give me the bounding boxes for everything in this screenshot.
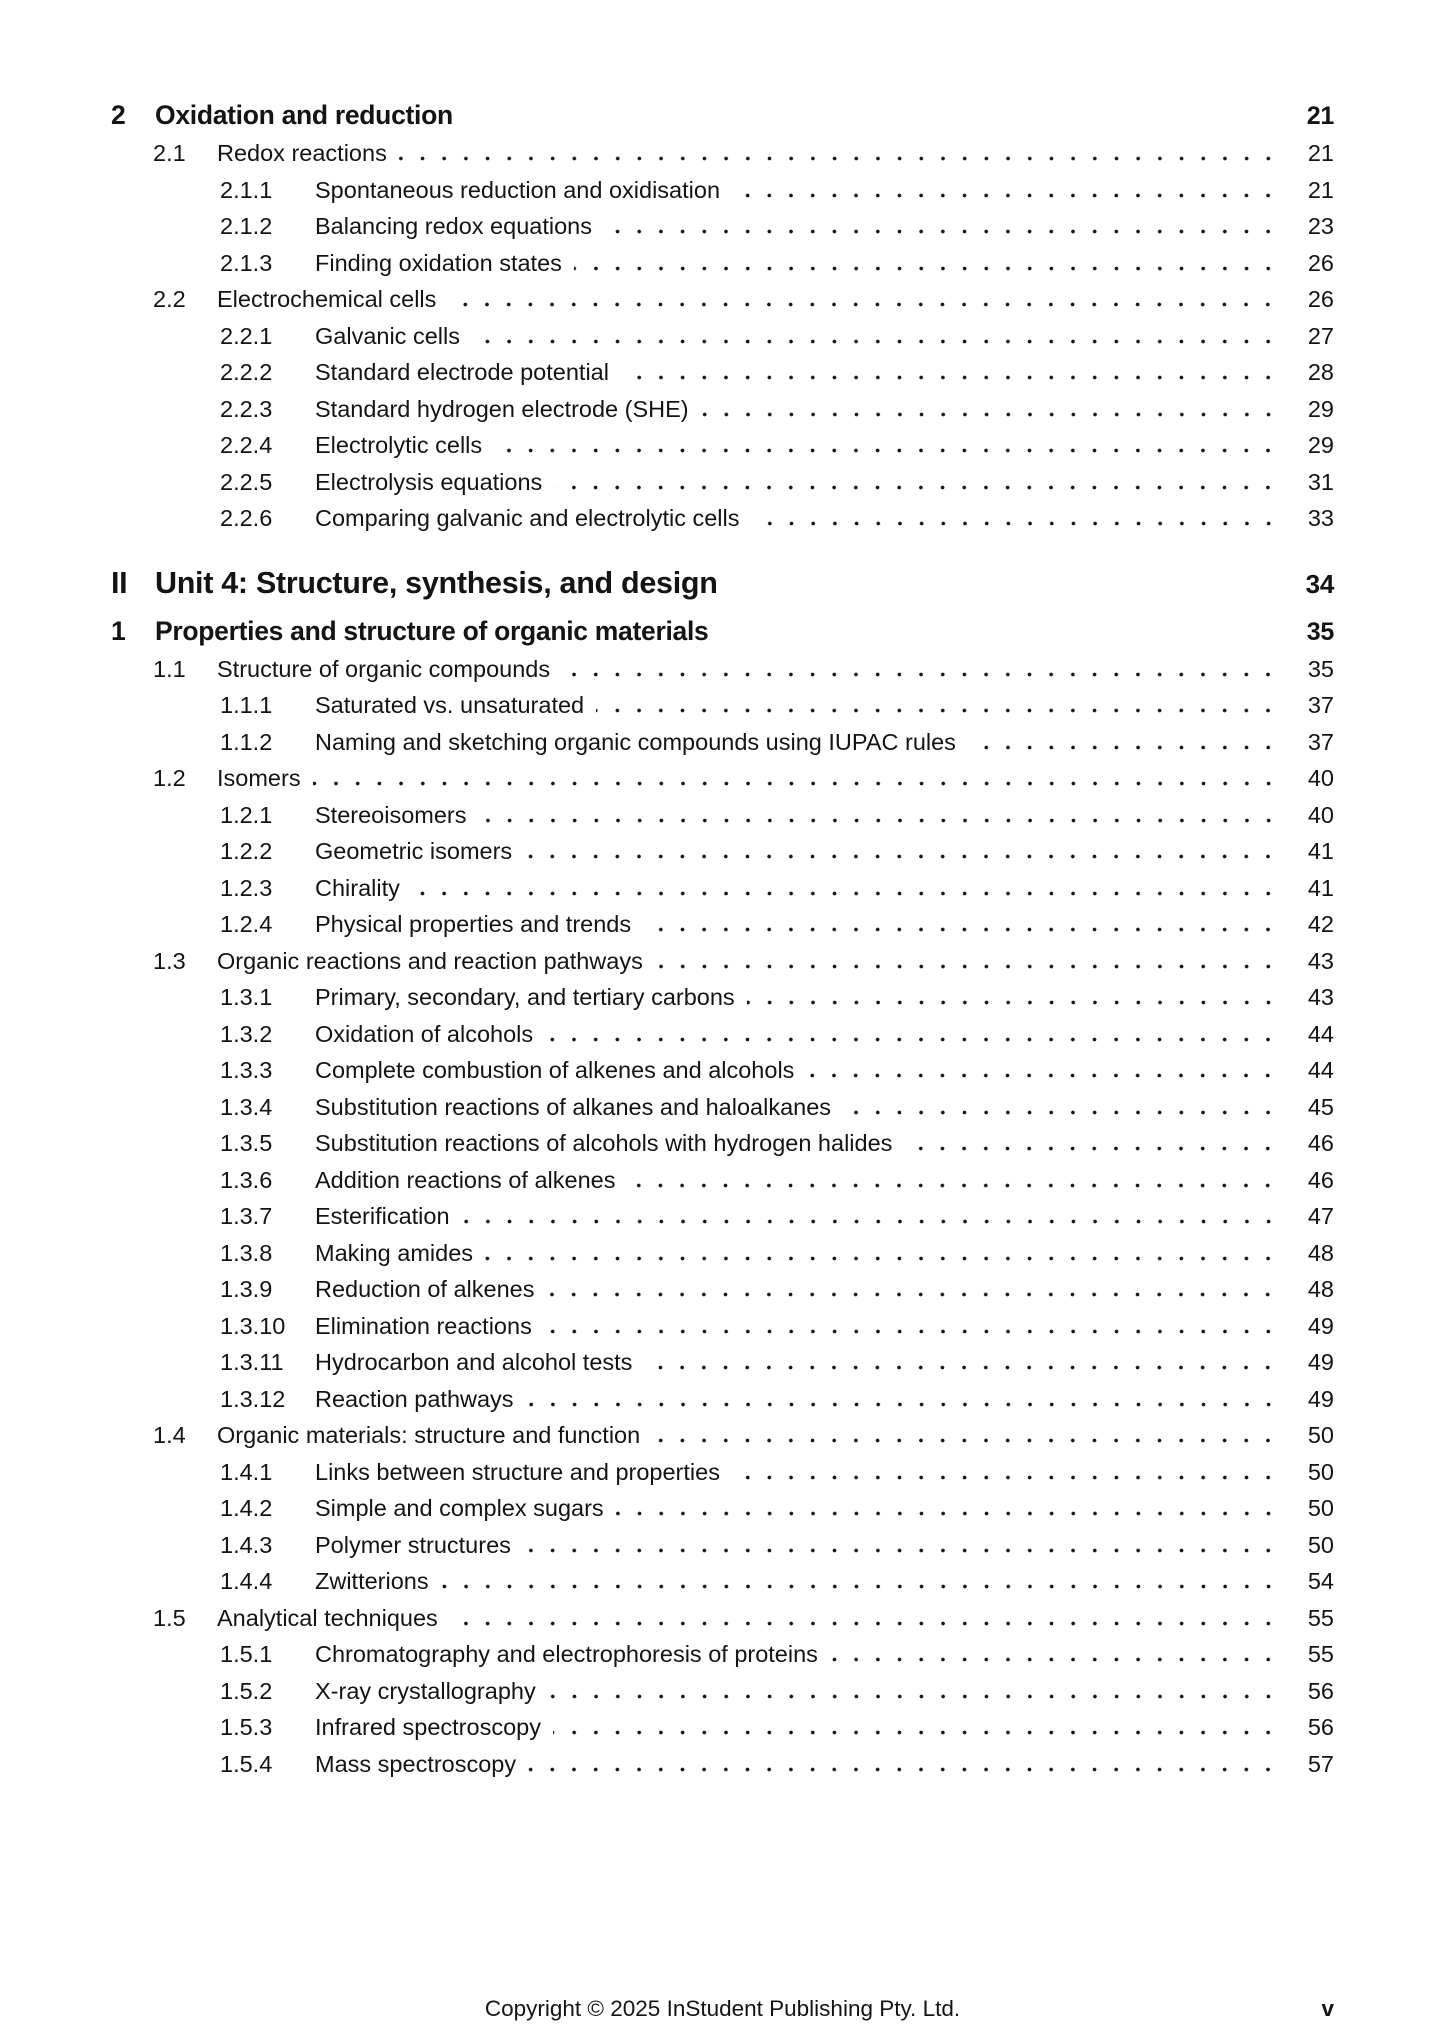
entry-number: 1.3.11 (220, 1349, 284, 1375)
entry-page-number: 37 (1307, 692, 1334, 718)
toc-part-heading-row (111, 559, 1334, 607)
entry-title: Naming and sketching organic compounds using IUPAC rules (315, 728, 956, 755)
entry-number: 2.1.1 (220, 176, 273, 203)
entry-title: Finding oxidation states (315, 249, 562, 276)
heading-title: Unit 4: Structure, synthesis, and design (155, 565, 718, 600)
entry-title: Analytical techniques (217, 1604, 438, 1631)
entry-number: 2.1 (153, 140, 186, 166)
dot-leader (528, 1767, 1279, 1772)
entry-title: Complete combustion of alkenes and alcohols (315, 1057, 795, 1083)
toc-entry-row (111, 318, 1334, 355)
entry-title: Organic reactions and reaction pathways (217, 947, 643, 974)
toc-entry-row (111, 172, 1334, 209)
toc-entry-row (111, 1052, 1334, 1089)
toc-chapter-heading-row (111, 611, 1334, 651)
entry-number: 2.2.1 (220, 322, 273, 349)
entry-title: Substitution reactions of alcohols with hydrogen halides (315, 1130, 893, 1156)
entry-page-number: 44 (1307, 1057, 1334, 1083)
dot-leader (701, 412, 1279, 417)
entry-title: Addition reactions of alkenes (315, 1166, 616, 1193)
entry-page-number: 45 (1307, 1093, 1334, 1120)
entry-number: 1.3.12 (220, 1385, 286, 1412)
dot-leader (616, 1511, 1279, 1516)
dot-leader (441, 1584, 1279, 1589)
entry-page-number: 31 (1307, 468, 1334, 495)
entry-number: 1.1 (153, 655, 186, 682)
heading-number: 2 (111, 100, 126, 130)
dot-leader (830, 1657, 1279, 1662)
entry-page-number: 43 (1307, 984, 1334, 1010)
entry-number: 1.2.1 (220, 801, 273, 828)
entry-page-number: 54 (1307, 1568, 1334, 1594)
entry-title: Chirality (315, 874, 400, 901)
entry-page-number: 35 (1307, 655, 1334, 682)
toc-entry-row (111, 1673, 1334, 1710)
toc-entry-row (111, 354, 1334, 391)
heading-page-number: 34 (1305, 568, 1334, 599)
entry-number: 2.1.2 (220, 213, 273, 239)
toc-entry-row (111, 427, 1334, 464)
entry-title: Esterification (315, 1203, 450, 1229)
toc-entry-row (111, 724, 1334, 761)
dot-leader (752, 521, 1279, 526)
dot-leader (546, 1292, 1279, 1297)
entry-page-number: 44 (1307, 1020, 1334, 1047)
entry-title: Primary, secondary, and tertiary carbons (315, 984, 735, 1010)
dot-leader (553, 1730, 1279, 1735)
entry-title: Isomers (217, 765, 301, 791)
entry-title: Electrolytic cells (315, 432, 483, 458)
entry-page-number: 49 (1307, 1385, 1334, 1412)
entry-page-number: 49 (1307, 1349, 1334, 1375)
entry-title: Mass spectroscopy (315, 1750, 517, 1777)
toc-entry-row (111, 1563, 1334, 1600)
dot-leader (462, 1219, 1279, 1224)
entry-number: 1.5 (153, 1604, 186, 1631)
entry-number: 2.2.6 (220, 505, 273, 531)
entry-number: 1.3.1 (220, 984, 273, 1010)
entry-page-number: 43 (1307, 947, 1334, 974)
dot-leader (399, 156, 1279, 161)
dot-leader (596, 708, 1279, 713)
entry-number: 1.2.4 (220, 911, 273, 937)
entry-number: 1.3.9 (220, 1276, 273, 1302)
entry-title: Spontaneous reduction and oxidisation (315, 176, 721, 203)
toc-entry-row (111, 391, 1334, 428)
dot-leader (604, 229, 1279, 234)
entry-page-number: 50 (1307, 1531, 1334, 1558)
entry-title: Oxidation of alcohols (315, 1020, 534, 1047)
entry-number: 1.5.4 (220, 1750, 273, 1777)
toc-entry-row (111, 281, 1334, 318)
entry-title: Organic materials: structure and function (217, 1422, 641, 1448)
entry-title: Links between structure and properties (315, 1458, 720, 1485)
dot-leader (574, 266, 1279, 271)
entry-page-number: 57 (1307, 1750, 1334, 1777)
entry-page-number: 42 (1307, 911, 1334, 937)
entry-title: Simple and complex sugars (315, 1495, 604, 1521)
entry-number: 1.3.6 (220, 1166, 273, 1193)
dot-leader (652, 1438, 1279, 1443)
entry-page-number: 33 (1307, 505, 1334, 531)
entry-title: Galvanic cells (315, 322, 460, 349)
dot-leader (412, 891, 1279, 896)
entry-page-number: 26 (1307, 249, 1334, 276)
dot-leader (747, 1000, 1279, 1005)
dot-leader (655, 964, 1279, 969)
entry-number: 2.2.5 (220, 468, 273, 495)
entry-page-number: 47 (1307, 1203, 1334, 1229)
entry-number: 1.3.4 (220, 1093, 273, 1120)
dot-leader (450, 1621, 1279, 1626)
entry-title: Comparing galvanic and electrolytic cells (315, 505, 740, 531)
entry-number: 1.3.8 (220, 1239, 273, 1266)
toc-entry-row (111, 245, 1334, 282)
dot-leader (843, 1110, 1279, 1115)
entry-number: 1.4.2 (220, 1495, 273, 1521)
entry-title: Zwitterions (315, 1568, 429, 1594)
entry-number: 1.2.2 (220, 838, 273, 864)
dot-leader (643, 927, 1279, 932)
dot-leader (644, 1365, 1279, 1370)
dot-leader (544, 1329, 1279, 1334)
entry-title: Chromatography and electrophoresis of proteins (315, 1641, 818, 1667)
entry-number: 1.3.5 (220, 1130, 273, 1156)
entry-title: Structure of organic compounds (217, 655, 551, 682)
entry-title: X-ray crystallography (315, 1677, 536, 1704)
entry-page-number: 50 (1307, 1495, 1334, 1521)
dot-leader (524, 854, 1279, 859)
entry-title: Physical properties and trends (315, 911, 632, 937)
entry-title: Electrolysis equations (315, 468, 543, 495)
toc-entry-row (111, 1709, 1334, 1746)
toc (111, 0, 1334, 1782)
toc-entry-row (111, 1527, 1334, 1564)
toc-entry-row (111, 500, 1334, 537)
entry-number: 1.4.4 (220, 1568, 273, 1594)
toc-entry-row (111, 1490, 1334, 1527)
entry-page-number: 40 (1307, 765, 1334, 791)
toc-entry-row (111, 464, 1334, 501)
dot-leader (526, 1402, 1279, 1407)
toc-entry-row (111, 1600, 1334, 1637)
entry-page-number: 21 (1307, 176, 1334, 203)
entry-title: Electrochemical cells (217, 286, 437, 312)
toc-entry-row (111, 943, 1334, 980)
entry-number: 1.1.1 (220, 692, 273, 718)
toc-entry-row (111, 833, 1334, 870)
dot-leader (562, 672, 1279, 677)
entry-number: 1.5.1 (220, 1641, 273, 1667)
entry-page-number: 56 (1307, 1677, 1334, 1704)
dot-leader (472, 339, 1279, 344)
entry-number: 1.3 (153, 947, 186, 974)
entry-title: Substitution reactions of alkanes and haloalkanes (315, 1093, 832, 1120)
dot-leader (448, 302, 1279, 307)
entry-title: Reaction pathways (315, 1385, 514, 1412)
entry-page-number: 46 (1307, 1130, 1334, 1156)
dot-leader (904, 1146, 1279, 1151)
entry-number: 2.2.4 (220, 432, 273, 458)
entry-page-number: 37 (1307, 728, 1334, 755)
entry-number: 1.3.10 (220, 1312, 286, 1339)
entry-title: Hydrocarbon and alcohol tests (315, 1349, 633, 1375)
entry-page-number: 29 (1307, 395, 1334, 422)
toc-entry-row (111, 1235, 1334, 1272)
heading-page-number: 21 (1306, 102, 1334, 130)
entry-number: 2.2.2 (220, 359, 273, 385)
entry-title: Reduction of alkenes (315, 1276, 535, 1302)
entry-title: Geometric isomers (315, 838, 513, 864)
toc-entry-row (111, 651, 1334, 688)
entry-number: 1.5.3 (220, 1714, 273, 1740)
heading-title: Properties and structure of organic materials (155, 615, 709, 646)
heading-number: 1 (111, 615, 126, 646)
entry-page-number: 50 (1307, 1458, 1334, 1485)
footer-page-number: v (1321, 1996, 1334, 2021)
entry-number: 1.4 (153, 1422, 186, 1448)
entry-page-number: 26 (1307, 286, 1334, 312)
dot-leader (732, 1475, 1279, 1480)
entry-page-number: 55 (1307, 1604, 1334, 1631)
toc-entry-row (111, 1308, 1334, 1345)
entry-page-number: 28 (1307, 359, 1334, 385)
toc-entry-row (111, 1381, 1334, 1418)
entry-title: Stereoisomers (315, 801, 467, 828)
toc-entry-row (111, 135, 1334, 172)
footer-copyright: Copyright © 2025 InStudent Publishing Pty. Ltd. (484, 1996, 961, 2021)
toc-entry-row (111, 1198, 1334, 1235)
entry-page-number: 55 (1307, 1641, 1334, 1667)
toc-entry-row (111, 208, 1334, 245)
heading-page-number: 35 (1306, 617, 1334, 646)
entry-number: 1.4.1 (220, 1458, 273, 1485)
toc-entry-row (111, 1746, 1334, 1783)
toc-entry-row (111, 1417, 1334, 1454)
heading-number: II (111, 565, 128, 600)
entry-page-number: 29 (1307, 432, 1334, 458)
entry-number: 1.3.3 (220, 1057, 273, 1083)
dot-leader (545, 1037, 1279, 1042)
toc-entry-row (111, 1454, 1334, 1491)
entry-page-number: 48 (1307, 1276, 1334, 1302)
entry-number: 2.2.3 (220, 395, 273, 422)
toc-entry-row (111, 979, 1334, 1016)
toc-chapter-heading-row (111, 95, 1334, 135)
toc-entry-row (111, 1344, 1334, 1381)
entry-number: 1.3.2 (220, 1020, 273, 1047)
dot-leader (627, 1183, 1279, 1188)
dot-leader (621, 375, 1279, 380)
entry-page-number: 21 (1307, 140, 1334, 166)
entry-title: Saturated vs. unsaturated (315, 692, 585, 718)
entry-page-number: 46 (1307, 1166, 1334, 1193)
entry-title: Elimination reactions (315, 1312, 532, 1339)
dot-leader (313, 781, 1279, 786)
entry-title: Standard hydrogen electrode (SHE) (315, 395, 689, 422)
entry-title: Infrared spectroscopy (315, 1714, 541, 1740)
toc-entry-row (111, 870, 1334, 907)
dot-leader (554, 485, 1279, 490)
entry-number: 1.3.7 (220, 1203, 273, 1229)
entry-page-number: 40 (1307, 801, 1334, 828)
toc-entry-row (111, 1162, 1334, 1199)
entry-title: Standard electrode potential (315, 359, 609, 385)
entry-number: 2.2 (153, 286, 186, 312)
dot-leader (548, 1694, 1279, 1699)
toc-entry-row (111, 906, 1334, 943)
dot-leader (806, 1073, 1279, 1078)
entry-number: 1.5.2 (220, 1677, 273, 1704)
toc-entry-row (111, 1089, 1334, 1126)
heading-title: Oxidation and reduction (155, 100, 453, 130)
entry-title: Polymer structures (315, 1531, 511, 1558)
entry-number: 2.1.3 (220, 249, 273, 276)
entry-page-number: 56 (1307, 1714, 1334, 1740)
entry-number: 1.1.2 (220, 728, 273, 755)
toc-entry-row (111, 1125, 1334, 1162)
entry-page-number: 49 (1307, 1312, 1334, 1339)
entry-number: 1.2 (153, 765, 186, 791)
dot-leader (494, 448, 1279, 453)
dot-leader (732, 193, 1279, 198)
entry-title: Redox reactions (217, 140, 387, 166)
entry-page-number: 50 (1307, 1422, 1334, 1448)
entry-page-number: 27 (1307, 322, 1334, 349)
dot-leader (523, 1548, 1279, 1553)
entry-number: 1.4.3 (220, 1531, 273, 1558)
toc-entry-row (111, 687, 1334, 724)
entry-page-number: 41 (1307, 874, 1334, 901)
dot-leader (479, 818, 1280, 823)
entry-title: Making amides (315, 1239, 474, 1266)
entry-page-number: 48 (1307, 1239, 1334, 1266)
toc-entry-row (111, 760, 1334, 797)
dot-leader (968, 745, 1279, 750)
toc-entry-row (111, 1271, 1334, 1308)
entry-page-number: 41 (1307, 838, 1334, 864)
entry-page-number: 23 (1307, 213, 1334, 239)
toc-entry-row (111, 1016, 1334, 1053)
entry-number: 1.2.3 (220, 874, 273, 901)
dot-leader (485, 1256, 1279, 1261)
entry-title: Balancing redox equations (315, 213, 592, 239)
toc-entry-row (111, 1636, 1334, 1673)
toc-entry-row (111, 797, 1334, 834)
